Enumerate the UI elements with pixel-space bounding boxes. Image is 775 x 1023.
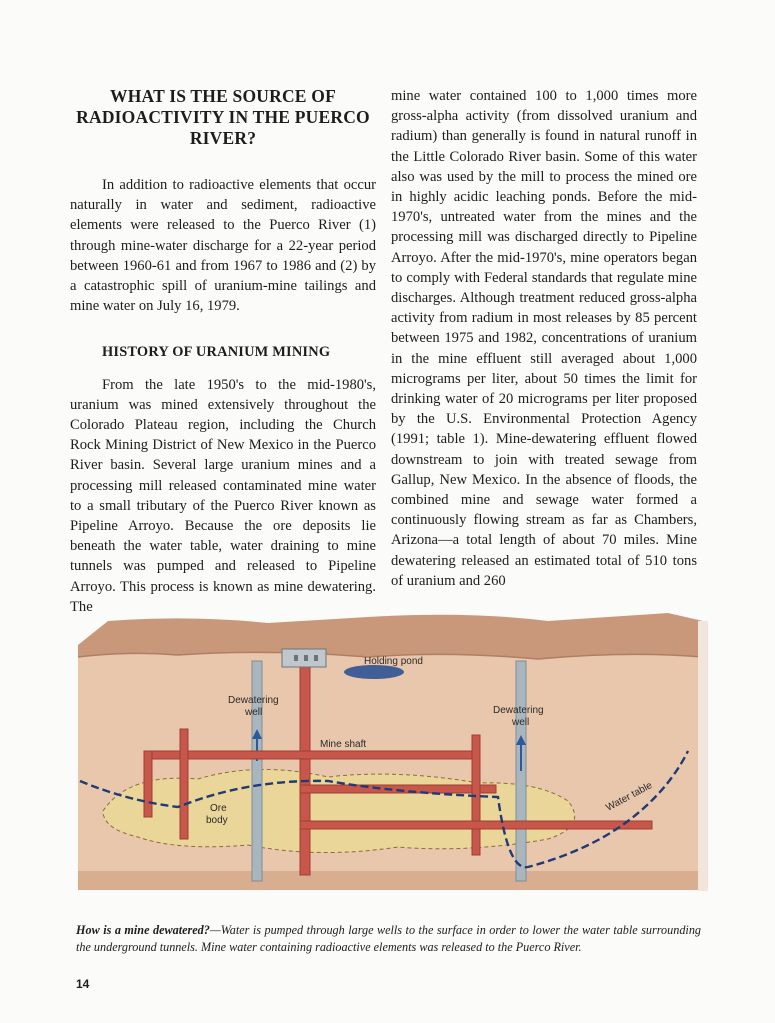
- tunnel-upper-mid-stub: [180, 729, 188, 839]
- tunnel-middle: [300, 785, 496, 793]
- caption-lead: How is a mine dewatered?: [76, 923, 210, 938]
- holding-pond: [344, 665, 404, 679]
- ground-surface: [78, 613, 703, 659]
- right-column: [391, 86, 697, 591]
- holding-pond-label: Holding pond: [364, 656, 423, 667]
- page-number: 14: [76, 977, 90, 991]
- caption-text: —Water is pumped through large wells to the surface in order to lower the water table surrounding the underground tunnels. Mine water containing radioactive elements was released to the Puerco River.: [76, 923, 702, 955]
- dewatering-well-left: [252, 661, 262, 881]
- figure-caption: [76, 922, 701, 956]
- dewatering-well-left-label-1: Dewatering: [228, 695, 279, 706]
- mine-shaft: [300, 663, 310, 875]
- ground-front-shade: [78, 871, 703, 890]
- section-heading: HISTORY OF URANIUM MINING: [102, 344, 331, 361]
- left-column: [70, 86, 376, 617]
- intro-paragraph: In addition to radioactive elements that occur naturally in water and sediment, radioactive elements were released to the Puerco River (1) through mine-water discharge for a 22-year period between 1960-61 and from 1967 to 1986 and (2) by a catastrophic spill of uranium-mine tailings and mine water on July 16, 1979.: [70, 177, 376, 315]
- dewatering-well-left-label-2: well: [245, 707, 263, 718]
- ground-body: [78, 645, 703, 890]
- tunnel-upper-left-stub: [144, 751, 152, 817]
- water-table-label: Water table: [604, 780, 655, 814]
- section-paragraph: From the late 1950's to the mid-1980's, uranium was mined extensively throughout the Colorado Plateau region, including the Church Rock Mining District of New Mexico in the Puerco River basin. Several large uranium mines and a processing mill released contaminated mine water to a small tributary of the Puerco River known as Pipeline Arroyo. Because the ore deposits lie beneath the water table, water draining to mine tunnels was pumped and released to Pipeline Arroyo. This process is known as mine dewatering. The: [70, 376, 376, 615]
- tunnel-upper: [144, 751, 474, 759]
- mine-dewatering-diagram: [68, 601, 708, 901]
- continued-paragraph: mine water contained 100 to 1,000 times more gross-alpha activity (from dissolved uranium and radium) than generally is found in natural runoff in the Little Colorado River basin. Some of this water also was used by the mill to process the mined ore in highly acidic leaching ponds. Before the mid-1970's, untreated water from the mines and the processing mill was discharged directly to Pipeline Arroyo. After the mid-1970's, mine operators began to comply with Federal standards that regulate mine discharges. Although treatment reduced gross-alpha activity from radium in most releases by 85 percent between 1975 and 1982, concentrations of uranium in the mine effluent still averaged about 1,000 micrograms per liter, about 50 times the limit for drinking water of 20 micrograms per liter proposed by the U.S. Environmental Protection Agency (1991; table 1). Mine-dewatering effluent flowed downstream to join with treated sewage from Gallup, New Mexico. In the absence of floods, the combined mine and sewage water formed a continuously flowing stream as far as Chambers, Arizona—a total length of about 70 miles. Mine dewatering released an estimated total of 510 tons of uranium and 260: [391, 88, 697, 589]
- tunnel-lower: [300, 821, 652, 829]
- page-heading: WHAT IS THE SOURCE OF RADIOACTIVITY IN THE PUERCO RIVER?: [76, 86, 370, 148]
- right-face: [698, 621, 708, 891]
- ore-body-label-1: Ore: [210, 803, 227, 814]
- dewatering-well-right-label-2: well: [512, 717, 530, 728]
- dewatering-well-right-label-1: Dewatering: [493, 705, 544, 716]
- ore-body-label-2: body: [206, 815, 228, 826]
- mine-shaft-label: Mine shaft: [320, 739, 367, 750]
